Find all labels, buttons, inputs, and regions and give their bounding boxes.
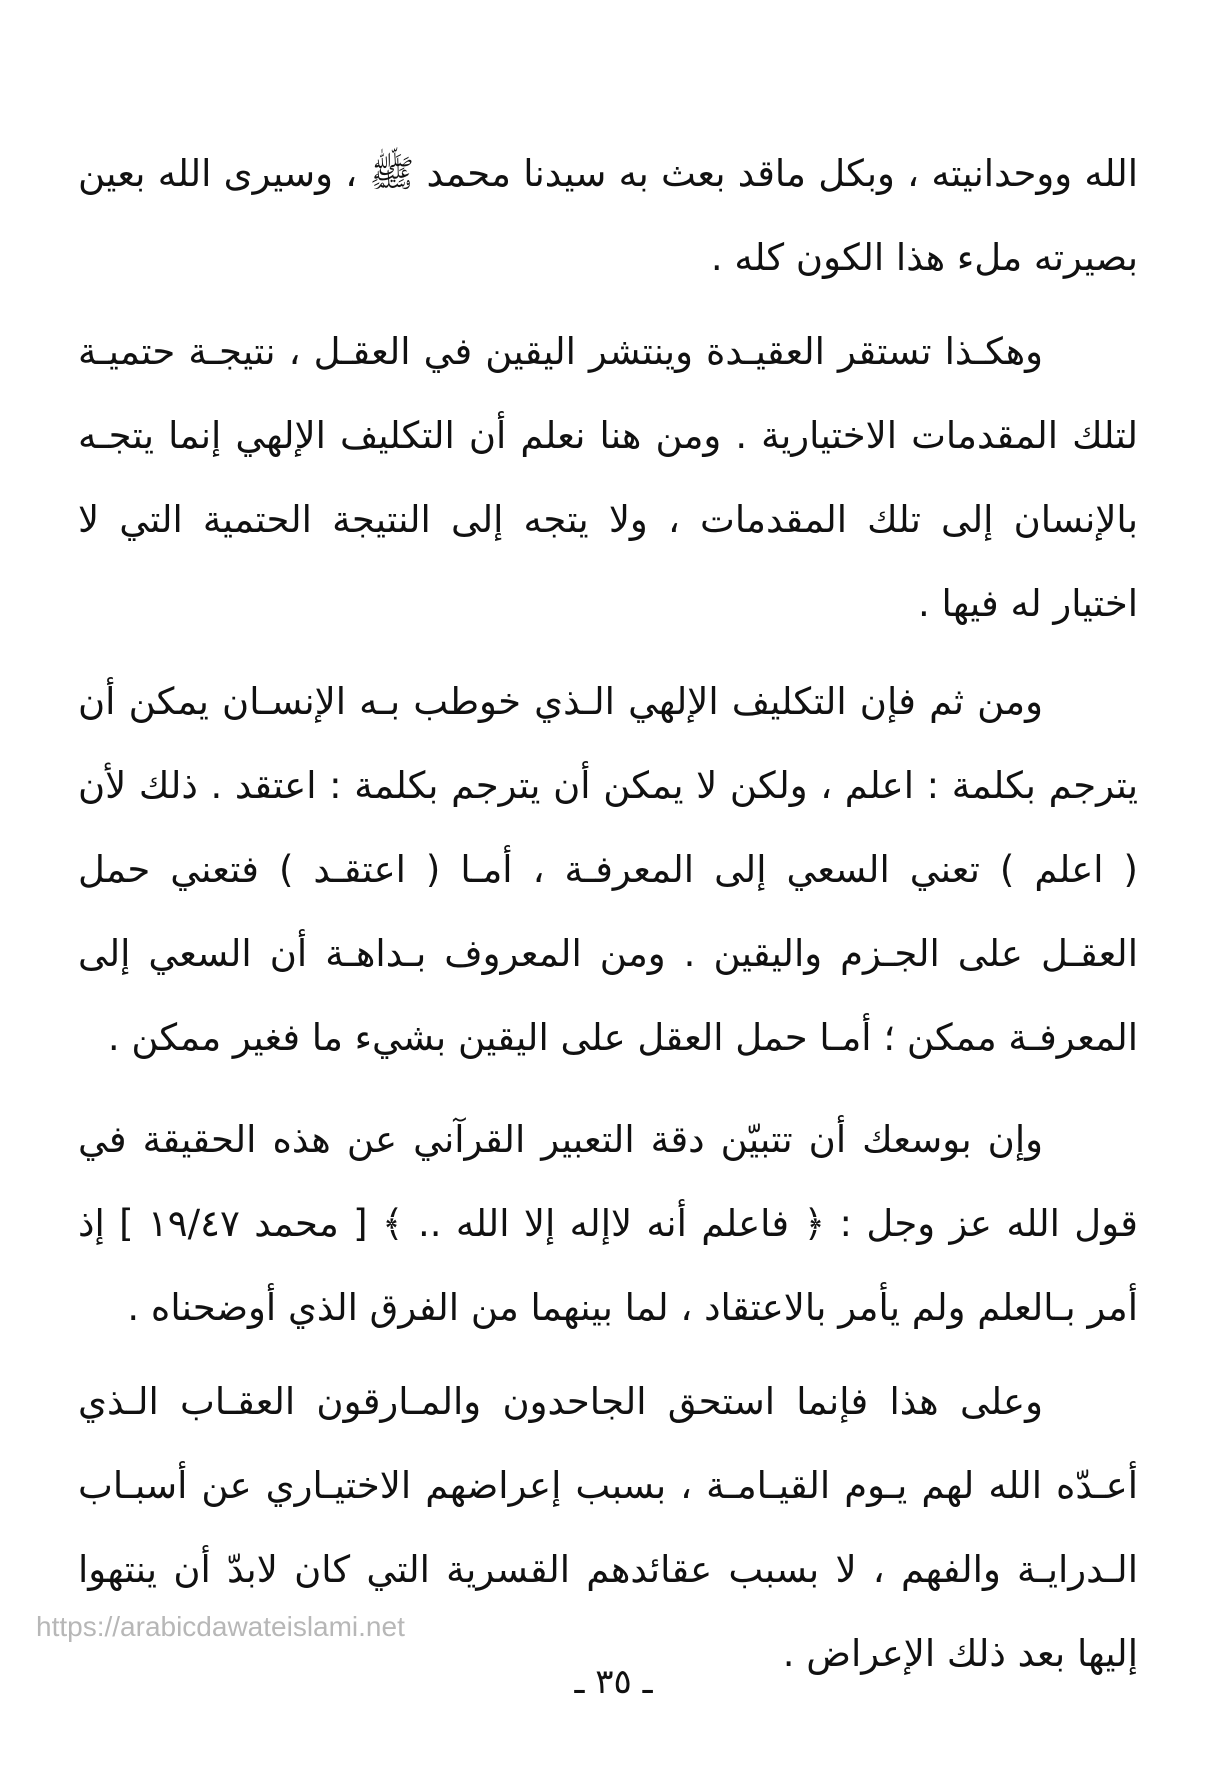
paragraph-continuation: [78, 132, 1138, 300]
paragraph-divine-obligation: [78, 660, 1138, 1080]
paragraph-text: وإن بوسعك أن تتبيّن دقة التعبير القرآني عن هذه الحقيقة في قول الله عز وجل : ﴿ فاعلم أنه لاإله إلا الله .. ﴾ [ محمد ١٩/٤٧ ] إذ أمر بـالعلم ولم يأمر بالاعتقاد ، لما بينهما من الفرق الذي أوضحناه .: [78, 1118, 1138, 1329]
watermark-url: https://arabicdawateislami.net: [36, 1611, 405, 1642]
paragraph-text: وهكـذا تستقر العقيـدة وينتشر اليقين في العقـل ، نتيجـة حتميـة لتلك المقدمات الاختيارية . ومن هنا نعلم أن التكليف الإلهي إنما يتجـه بالإنسان إلى تلك المقدمات ، ولا يتجه إلى النتيجة الحتمية التي لا اختيار له فيها .: [78, 330, 1138, 625]
paragraph-text: ومن ثم فإن التكليف الإلهي الـذي خوطب بـه الإنسـان يمكن أن يترجم بكلمة : اعلم ، ولكن لا يمكن أن يترجم بكلمة : اعتقد . ذلك لأن ( اعلم ) تعني السعي إلى المعرفـة ، أمـا ( اعتقـد ) فتعني حمل العقـل على الجـزم واليقين . ومن المعروف بـداهـة أن السعي إلى المعرفـة ممكن ؛ أمـا حمل العقل على اليقين بشيء ما فغير ممكن .: [78, 680, 1138, 1059]
paragraph-text: الله ووحدانيته ، وبكل ماقد بعث به سيدنا محمد ﷺ ، وسيرى الله بعين بصيرته ملء هذا الكون كله .: [78, 152, 1138, 279]
paragraph-certainty: [78, 310, 1138, 646]
paragraph-quranic-expression: [78, 1098, 1138, 1350]
page-number: ـ ٣٥ ـ: [574, 1662, 653, 1702]
paragraph-text: وعلى هذا فإنما استحق الجاحدون والمـارقون العقـاب الـذي أعـدّه الله لهم يـوم القيـامـة ، بسبب إعراضهم الاختيـاري عن أسبـاب الـدرايـة والفهم ، لا بسبب عقائدهم القسرية التي كان لابدّ أن ينتهوا إليها بعد ذلك الإعراض .: [78, 1380, 1138, 1675]
paragraph-punishment: [78, 1360, 1138, 1696]
